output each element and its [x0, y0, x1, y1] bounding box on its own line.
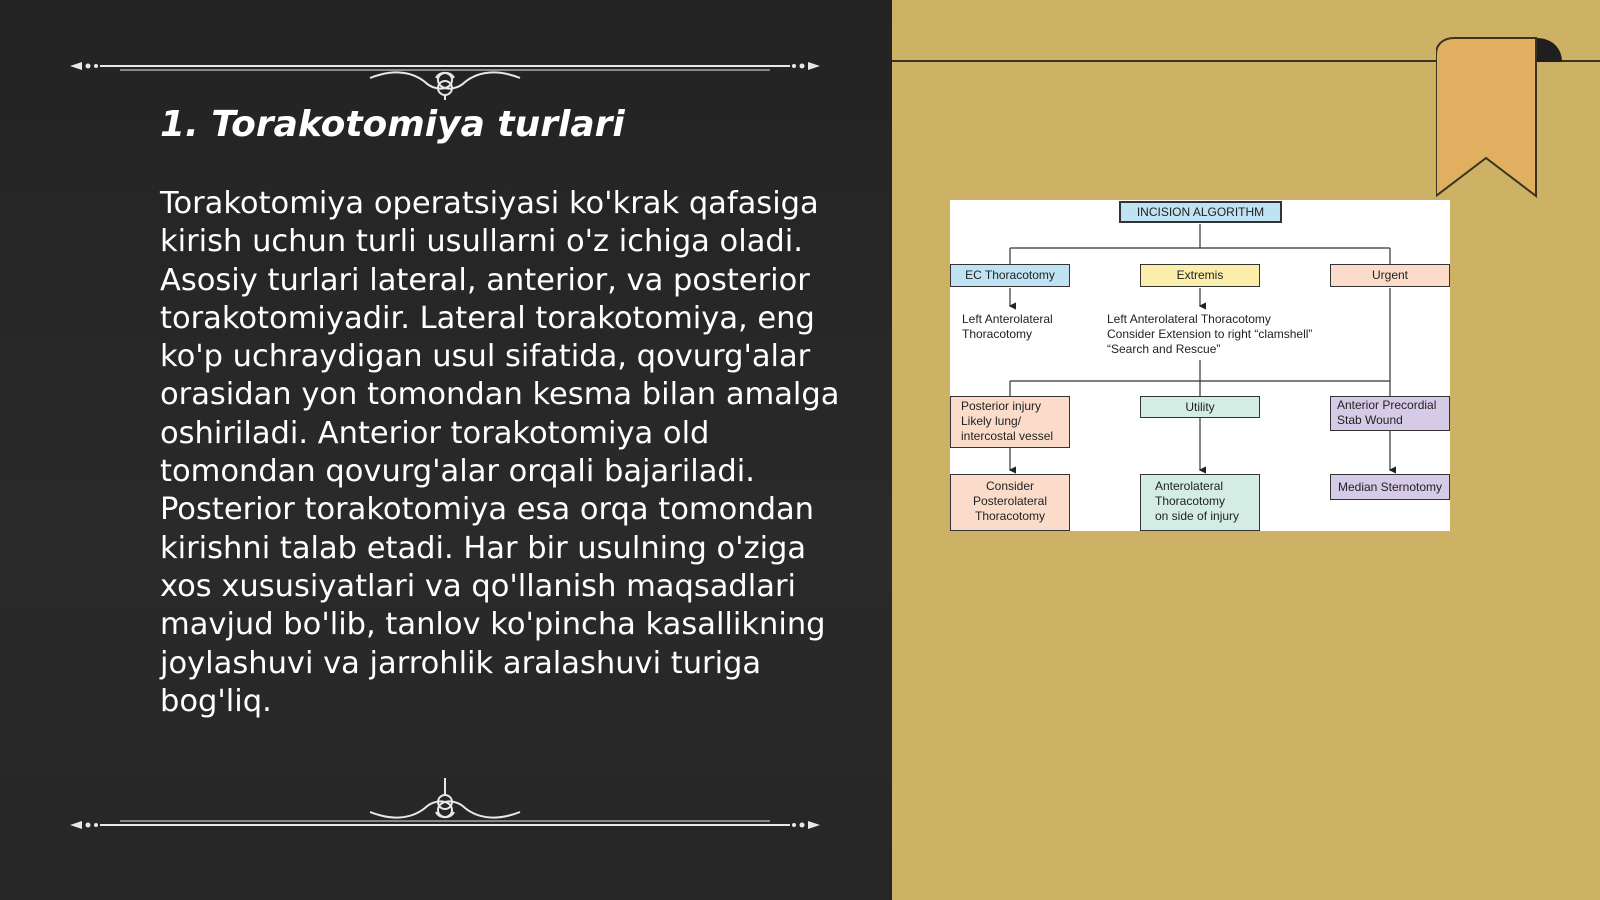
top-ornament-border	[60, 30, 830, 100]
extremis-note	[1107, 312, 1312, 358]
ec-note-line: Left Anterolateral	[962, 312, 1053, 326]
consider-posterolateral-line: Posterolateral	[972, 494, 1048, 508]
posterior-injury-line: Likely lung/	[961, 414, 1022, 428]
incision-algorithm-diagram	[950, 200, 1450, 531]
posterior-injury-box	[950, 396, 1070, 448]
extremis-box: Extremis	[1140, 264, 1260, 287]
posterior-injury-line: Posterior injury	[961, 399, 1042, 413]
anterolateral-side-line: Thoracotomy	[1155, 494, 1226, 508]
consider-posterolateral-line: Consider	[985, 479, 1035, 493]
slide-body-text: Torakotomiya operatsiyasi ko'krak qafasiga kirish uchun turli usullarni o'z ichiga oladi. Asosiy turlari lateral, anterior, va posterior torakotomiyadir. Lateral torakotomiya, eng ko'p uchraydigan usul sifatida, qovurg'alar orasidan yon tomondan kesma bilan amalga oshiriladi. Anterior torakotomiya old tomondan qovurg'alar orqali bajariladi. Posterior torakotomiya esa orqa tomondan kirishni talab etadi. Har bir usulning o'ziga xos xususiyatlari va qo'llanish maqsadlari mavjud bo'lib, tanlov ko'pincha kasallikning joylashuvi va jarrohlik aralashuvi turiga bog'liq.	[160, 186, 840, 719]
extremis-note-line: Left Anterolateral Thoracotomy	[1107, 312, 1271, 326]
anterior-precordial-line: Anterior Precordial	[1337, 398, 1437, 412]
algorithm-title-box: INCISION ALGORITHM	[1119, 201, 1282, 223]
anterior-precordial-line: Stab Wound	[1337, 413, 1403, 427]
posterior-injury-line: intercostal vessel	[961, 429, 1054, 443]
consider-posterolateral-box	[950, 474, 1070, 531]
median-sternotomy-box: Median Sternotomy	[1330, 474, 1450, 500]
anterolateral-side-line: Anterolateral	[1155, 479, 1224, 493]
ec-note	[962, 312, 1053, 342]
anterolateral-side-box	[1140, 474, 1260, 531]
ec-note-line: Thoracotomy	[962, 327, 1033, 342]
bookmark-ribbon-icon	[1436, 36, 1564, 198]
extremis-note-line: “Search and Rescue”	[1107, 342, 1221, 357]
ec-thoracotomy-box: EC Thoracotomy	[950, 264, 1070, 287]
anterolateral-side-line: on side of injury	[1155, 509, 1240, 523]
utility-box: Utility	[1140, 396, 1260, 418]
consider-posterolateral-line: Thoracotomy	[974, 509, 1046, 523]
bottom-ornament-border	[60, 770, 830, 840]
extremis-note-line: Consider Extension to right “clamshell”	[1107, 327, 1313, 342]
slide-title: 1. Torakotomiya turlari	[160, 104, 625, 145]
urgent-box: Urgent	[1330, 264, 1450, 287]
anterior-precordial-box	[1330, 396, 1450, 431]
